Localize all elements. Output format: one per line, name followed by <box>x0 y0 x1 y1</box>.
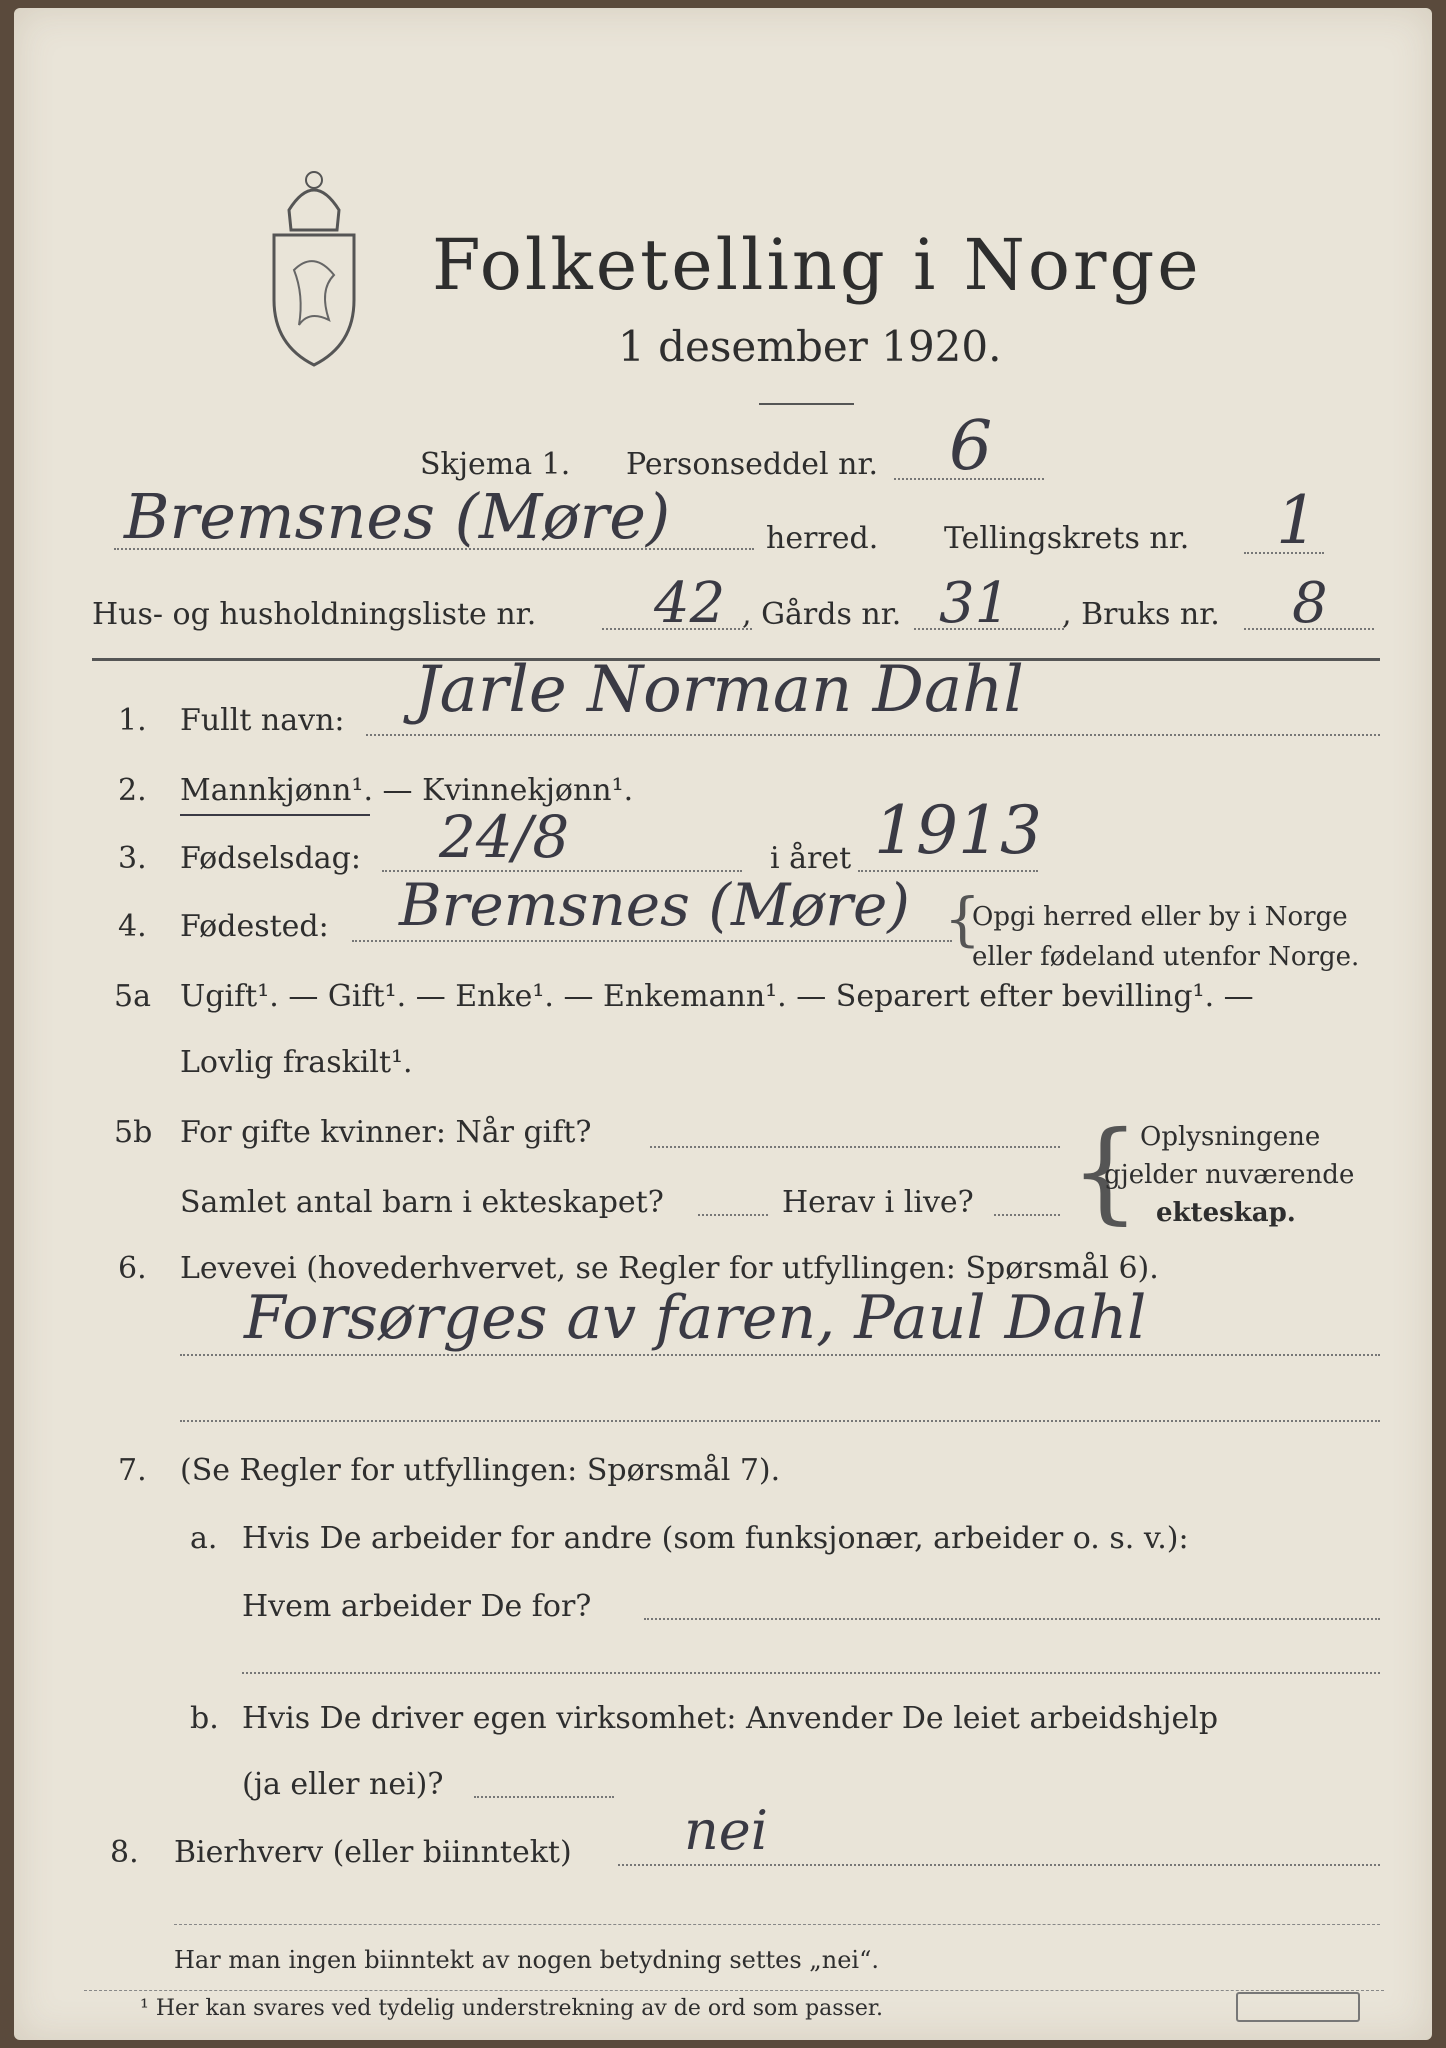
personseddel-value[interactable]: 6 <box>949 407 993 486</box>
hus-value[interactable]: 42 <box>654 571 726 636</box>
q4-label: Fødested: <box>180 909 329 944</box>
q5b-alive-label: Herav i live? <box>782 1185 974 1220</box>
q1-value[interactable]: Jarle Norman Dahl <box>414 653 1024 727</box>
q3-year-value[interactable]: 1913 <box>874 792 1042 869</box>
printer-stamp <box>1236 1992 1360 2022</box>
q7b-line1: Hvis De driver egen virksomhet: Anvender De leiet arbeidshjelp <box>242 1701 1219 1736</box>
q7b-field-line <box>474 1796 614 1798</box>
q5b-note-brace: { <box>1070 1107 1140 1235</box>
q3-year-label: i året <box>770 841 852 876</box>
q3-label: Fødselsdag: <box>180 841 361 876</box>
census-form <box>14 8 1432 2040</box>
hus-label: Hus- og husholdningsliste nr. <box>92 597 537 632</box>
q5b-note-line1: Oplysningene <box>1140 1122 1321 1152</box>
q5b-children-label: Samlet antal barn i ekteskapet? <box>180 1185 664 1220</box>
footnote: ¹ Her kan svares ved tydelig understrekning av de ord som passer. <box>140 1996 883 2021</box>
q5b-children-field-line <box>698 1214 768 1216</box>
q3-number: 3. <box>118 841 147 876</box>
q5b-number: 5b <box>114 1115 153 1150</box>
q8-value[interactable]: nei <box>684 1799 769 1862</box>
q2-underline-mark <box>180 814 370 816</box>
q4-value[interactable]: Bremsnes (Møre) <box>399 871 910 939</box>
q2-label[interactable]: Mannkjønn¹. — Kvinnekjønn¹. <box>180 773 634 808</box>
form-date: 1 desember 1920. <box>618 322 1002 371</box>
q8-label: Bierhverv (eller biinntekt) <box>174 1835 572 1870</box>
q1-field-line <box>366 734 1380 736</box>
q1-number: 1. <box>118 703 147 738</box>
tellingskrets-label: Tellingskrets nr. <box>944 521 1190 556</box>
q7b-line2: (ja eller nei)? <box>242 1767 444 1802</box>
herred-label: herred. <box>766 521 879 556</box>
q4-note-line1: Opgi herred eller by i Norge <box>972 902 1348 932</box>
skjema-label: Skjema 1. <box>420 447 571 482</box>
q4-note-line2: eller fødeland utenfor Norge. <box>972 942 1360 972</box>
q1-label: Fullt navn: <box>180 703 345 738</box>
gards-value[interactable]: 31 <box>939 571 1011 636</box>
footnote-divider <box>84 1990 1384 1991</box>
footer-divider <box>174 1924 1380 1925</box>
q7-number: 7. <box>118 1453 147 1488</box>
q5a-options-cont[interactable]: Lovlig fraskilt¹. <box>180 1045 413 1080</box>
q7b-letter: b. <box>190 1701 219 1736</box>
personseddel-label: Personseddel nr. <box>626 447 879 482</box>
q5b-note-line3: ekteskap. <box>1156 1198 1296 1228</box>
form-title: Folketelling i Norge <box>432 224 1202 306</box>
q6-value[interactable]: Forsørges av faren, Paul Dahl <box>244 1283 1147 1353</box>
q8-field-line <box>618 1864 1380 1866</box>
q7a-line2: Hvem arbeider De for? <box>242 1589 592 1624</box>
q7a-field-line-2 <box>242 1672 1380 1674</box>
q7a-line1: Hvis De arbeider for andre (som funksjonær, arbeider o. s. v.): <box>242 1521 1189 1556</box>
tellingskrets-value[interactable]: 1 <box>1276 482 1318 559</box>
q4-note-brace: { <box>944 885 981 953</box>
q7a-field-line-1 <box>644 1618 1380 1620</box>
q4-field-line <box>352 940 952 942</box>
q4-number: 4. <box>118 909 147 944</box>
q2-number: 2. <box>118 773 147 808</box>
q6-field-line-2 <box>180 1420 1380 1422</box>
footer-note: Har man ingen biinntekt av nogen betydning settes „nei“. <box>174 1946 879 1974</box>
q7-label: (Se Regler for utfyllingen: Spørsmål 7). <box>180 1453 781 1488</box>
title-divider <box>759 403 854 405</box>
bruks-value[interactable]: 8 <box>1292 571 1328 636</box>
q5b-note-line2: gjelder nuværende <box>1104 1160 1355 1190</box>
coat-of-arms-icon <box>259 150 369 370</box>
q6-field-line-1 <box>180 1354 1380 1356</box>
bruks-label: , Bruks nr. <box>1062 597 1220 632</box>
q8-number: 8. <box>110 1835 139 1870</box>
q5a-options[interactable]: Ugift¹. — Gift¹. — Enke¹. — Enkemann¹. — Separert efter bevilling¹. — <box>180 979 1254 1014</box>
gards-label: , Gårds nr. <box>742 597 902 632</box>
q6-number: 6. <box>118 1251 147 1286</box>
q7a-letter: a. <box>190 1521 218 1556</box>
q6-label: Levevei (hovederhvervet, se Regler for utfyllingen: Spørsmål 6). <box>180 1251 1159 1286</box>
q3-day-value[interactable]: 24/8 <box>439 803 570 871</box>
q5b-married-label: For gifte kvinner: Når gift? <box>180 1115 592 1150</box>
herred-value[interactable]: Bremsnes (Møre) <box>124 480 671 553</box>
q5b-married-field-line <box>650 1146 1060 1148</box>
q5b-alive-field-line <box>994 1214 1060 1216</box>
q5a-number: 5a <box>114 979 151 1014</box>
